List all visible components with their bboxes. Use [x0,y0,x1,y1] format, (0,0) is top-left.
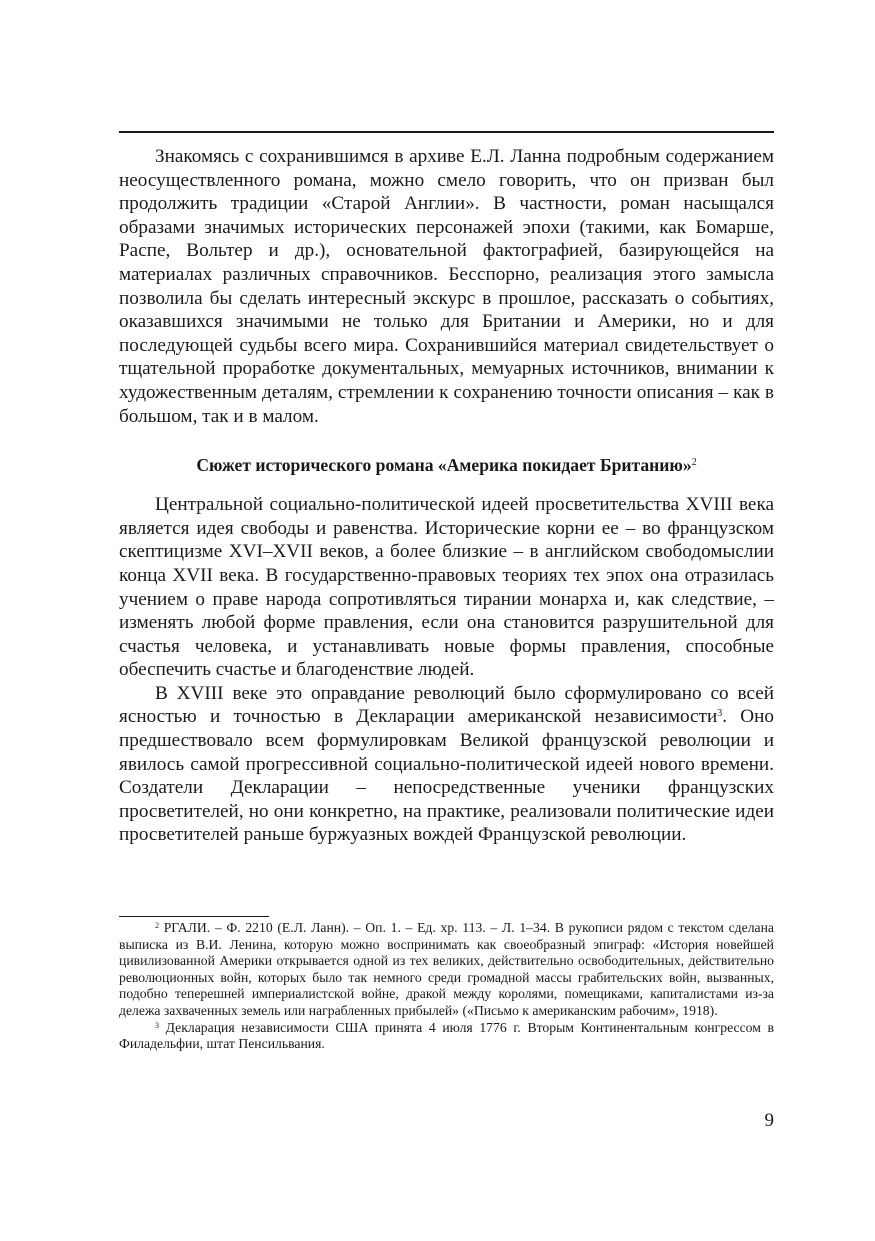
section-heading-text: Сюжет исторического романа «Америка покидает Британию» [196,455,692,476]
footnote-text: Декларация независимости США принята 4 июля 1776 г. Вторым Континентальным конгрессом в Филадельфии, штат Пенсильвания. [119,1019,775,1052]
paragraph-intro: Знакомясь с сохранившимся в архиве Е.Л. Ланна подробным содержанием неосуществленного романа, можно смело говорить, что он призван был продолжить традиции «Старой Англии». В частности, роман насыщался образами значимых исторических персонажей эпохи (такими, как Бомарше, Распе, Вольтер и др.), основательной фактографией, базирующейся на материалах различных справочников. Бесспорно, реализация этого замысла позволила бы сделать интересный экскурс в прошлое, рассказать о событиях, оказавшихся значимыми не только для Британии и Америки, но и для последующей судьбы всего мира. Сохранившийся материал свидетельствует о тщательной проработке документальных, мемуарных источников, внимании к художественным деталям, стремлении к сохранению точности описания – как в большом, так и в малом. [119,146,774,427]
footnote-ref-2[interactable]: 2 [691,457,697,469]
footnote-number: 2 [155,921,159,930]
paragraph-freedom-idea: Центральной социально-политической идеей просветительства XVIII века является идея свободы и равенства. Исторические корни ее – во французском скептицизме XVI–XVII веков, а более близкие – в английском свободомыслии конца XVII века. В государственно-правовых теориях тех эпох она отразилась учением о праве народа сопротивляться тирании монарха и, как следствие, – изменять любой форме правления, если она становится разрушительной для счастья человека, и устанавливать новые формы правления, способные обеспечить счастье и благоденствие людей. [119,494,774,681]
footnote-3 [119,1020,774,1053]
document-page [119,0,774,1241]
paragraph-declaration-start: В XVIII веке это оправдание революций было сформулировано со всей ясностью и точностью в Декларации американской независимости [119,682,774,728]
page-number: 9 [764,1110,774,1131]
paragraph-declaration-end: . Оно предшествовало всем формулировкам Великой французской революции и явилось самой прогрессивной социально-политической идеей нового времени. Создатели Декларации – непосредственные ученики французских просветителей, но они конкретно, на практике, реализовали политические идеи просветителей раньше буржуазных вождей Французской революции. [119,706,775,846]
header-rule [119,131,774,133]
footnote-rule [119,916,269,917]
footnote-text: РГАЛИ. – Ф. 2210 (Е.Л. Ланн). – Оп. 1. – Ед. хр. 113. – Л. 1–34. В рукописи рядом с текстом сделана выписка из В.И. Ленина, которую можно воспринимать как своеобразный эпиграф: «История новейшей цивилизованной Америки открывается одной из тех великих, действительно освободительных, действительно революционных войн, которых было так немного среди громадной массы грабительских войн, вызванных, подобно теперешней империалистской войне, дракой между королями, помещиками, капиталистами из-за дележа захваченных земель или награбленных прибылей» («Письмо к американским рабочим», 1918). [119,920,775,1018]
footnote-number: 3 [155,1020,159,1030]
footnotes [119,920,774,1053]
footnote-ref-3[interactable]: 3 [717,708,723,720]
body-text [119,145,774,847]
paragraph-declaration [119,682,774,847]
footnote-2 [119,920,774,1020]
section-heading [119,454,774,476]
